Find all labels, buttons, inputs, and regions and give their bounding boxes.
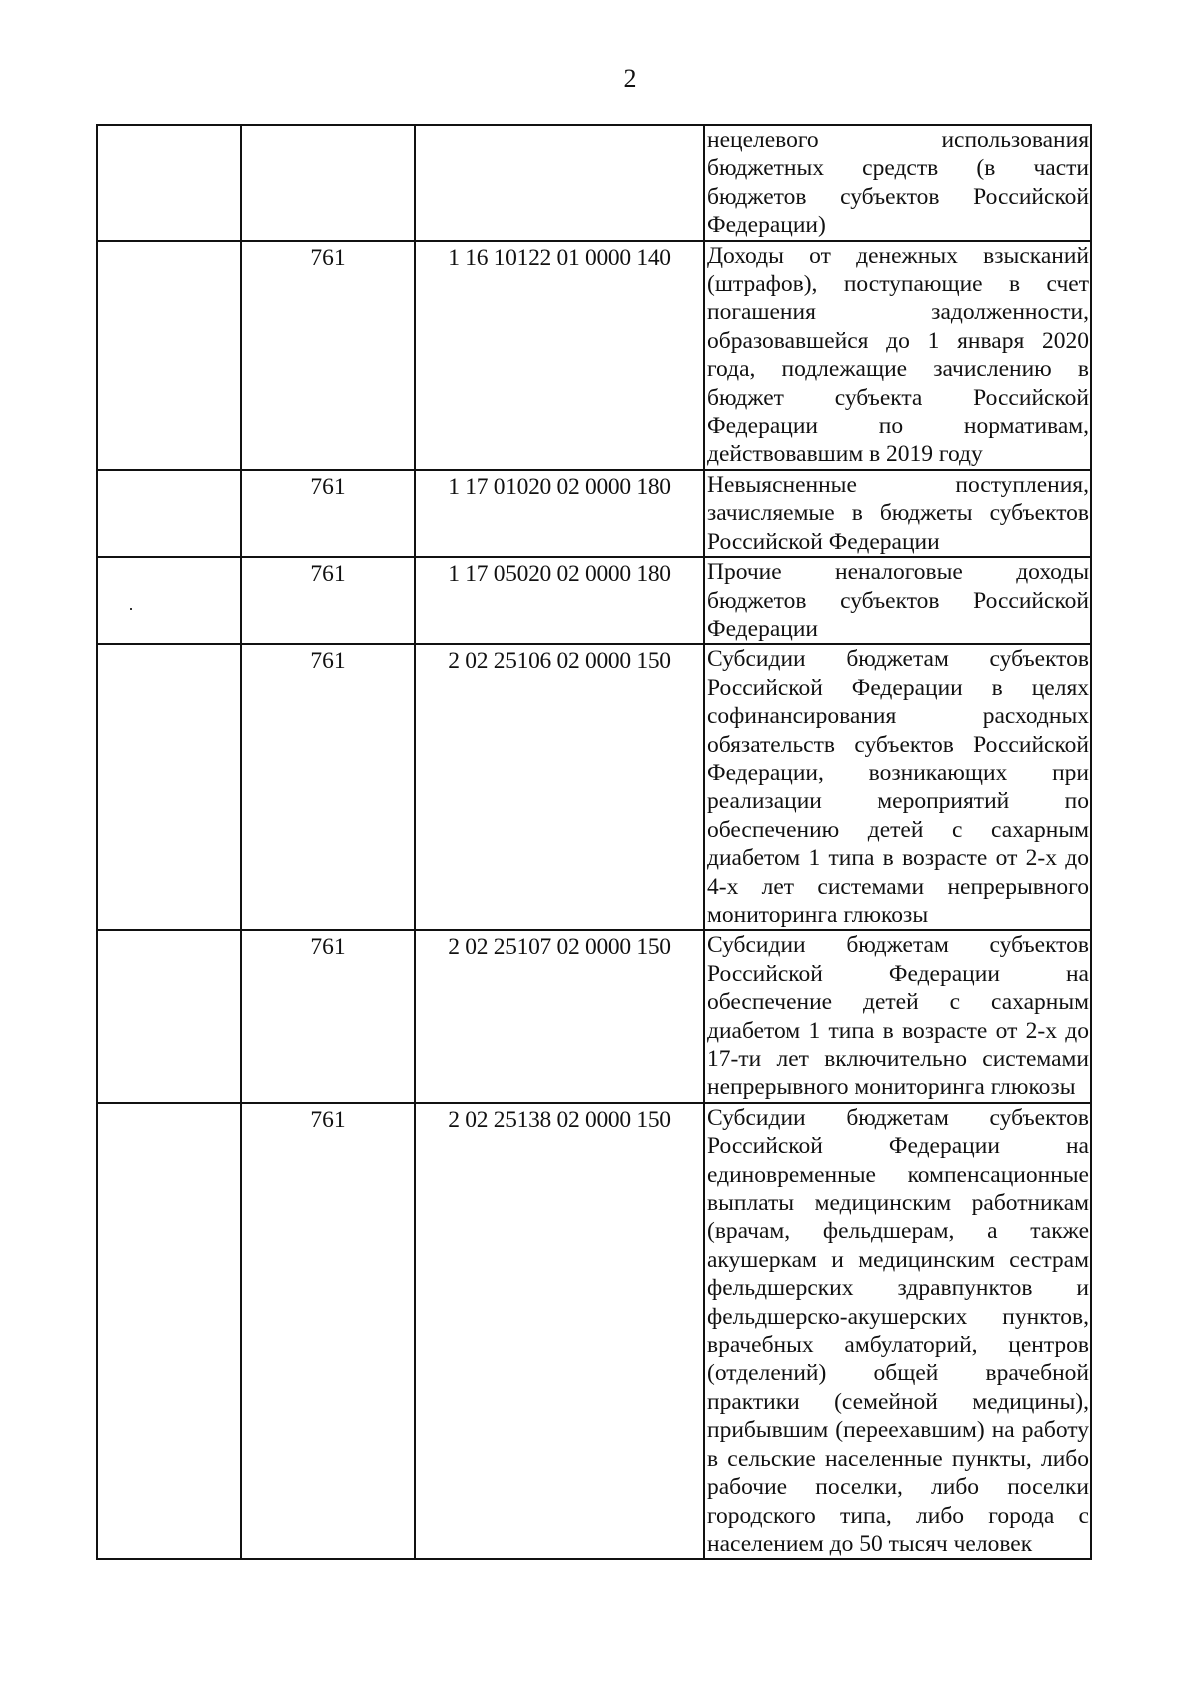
income-name-cell: Субсидии бюджетам субъектов Российской Федерации на единовременные компенсационные выплаты медицинским работникам (врачам, фельдшерам, а также акушеркам и медицинским сестрам фельдшерских здравпунктов и фельдшерско-акушерских пунктов, врачебных амбулаторий, центров (отделений) общей врачебной практики (семейной медицины), прибывшим (переехавшим) на работу в сельские населенные пункты, либо рабочие поселки, либо поселки городского типа, либо города с населением до 50 тысяч человек — [704, 1103, 1091, 1560]
admin-code-cell: 761 — [241, 1103, 415, 1560]
income-code-cell: 1 17 01020 02 0000 180 — [415, 470, 704, 557]
admin-code-cell: 761 — [241, 241, 415, 470]
admin-code-cell: 761 — [241, 930, 415, 1102]
page-number: 2 — [623, 64, 637, 93]
income-name-cell: Прочие неналоговые доходы бюджетов субъектов Российской Федерации — [704, 557, 1091, 644]
blank-cell — [97, 1103, 241, 1560]
blank-cell — [97, 125, 241, 241]
income-name-cell: Субсидии бюджетам субъектов Российской Федерации на обеспечение детей с сахарным диабетом 1 типа в возрасте от 2-х до 17-ти лет включительно системами непрерывного мониторинга глюкозы — [704, 930, 1091, 1102]
income-code-cell: 1 16 10122 01 0000 140 — [415, 241, 704, 470]
blank-cell — [97, 930, 241, 1102]
table-row — [97, 557, 1091, 644]
income-code-cell — [415, 125, 704, 241]
admin-code-cell: 761 — [241, 557, 415, 644]
income-code-cell: 2 02 25138 02 0000 150 — [415, 1103, 704, 1560]
admin-code-cell: 761 — [241, 644, 415, 930]
table-row — [97, 1103, 1091, 1560]
table-row — [97, 644, 1091, 930]
income-code-cell: 2 02 25106 02 0000 150 — [415, 644, 704, 930]
income-name-cell: нецелевого использования бюджетных средств (в части бюджетов субъектов Российской Федерации) — [704, 125, 1091, 241]
budget-income-table — [96, 124, 1092, 1560]
income-code-cell: 1 17 05020 02 0000 180 — [415, 557, 704, 644]
admin-code-cell — [241, 125, 415, 241]
income-code-cell: 2 02 25107 02 0000 150 — [415, 930, 704, 1102]
blank-cell — [97, 644, 241, 930]
blank-cell — [97, 241, 241, 470]
blank-cell — [97, 557, 241, 644]
table-row — [97, 241, 1091, 470]
income-name-cell: Доходы от денежных взысканий (штрафов), поступающие в счет погашения задолженности, образовавшейся до 1 января 2020 года, подлежащие зачислению в бюджет субъекта Российской Федерации по нормативам, действовавшим в 2019 году — [704, 241, 1091, 470]
table-row — [97, 470, 1091, 557]
table-row — [97, 930, 1091, 1102]
income-name-cell: Субсидии бюджетам субъектов Российской Федерации в целях софинансирования расходных обязательств субъектов Российской Федерации, возникающих при реализации мероприятий по обеспечению детей с сахарным диабетом 1 типа в возрасте от 2-х до 4-х лет системами непрерывного мониторинга глюкозы — [704, 644, 1091, 930]
admin-code-cell: 761 — [241, 470, 415, 557]
table-row — [97, 125, 1091, 241]
income-name-cell: Невыясненные поступления, зачисляемые в бюджеты субъектов Российской Федерации — [704, 470, 1091, 557]
scan-speck — [130, 608, 132, 610]
blank-cell — [97, 470, 241, 557]
